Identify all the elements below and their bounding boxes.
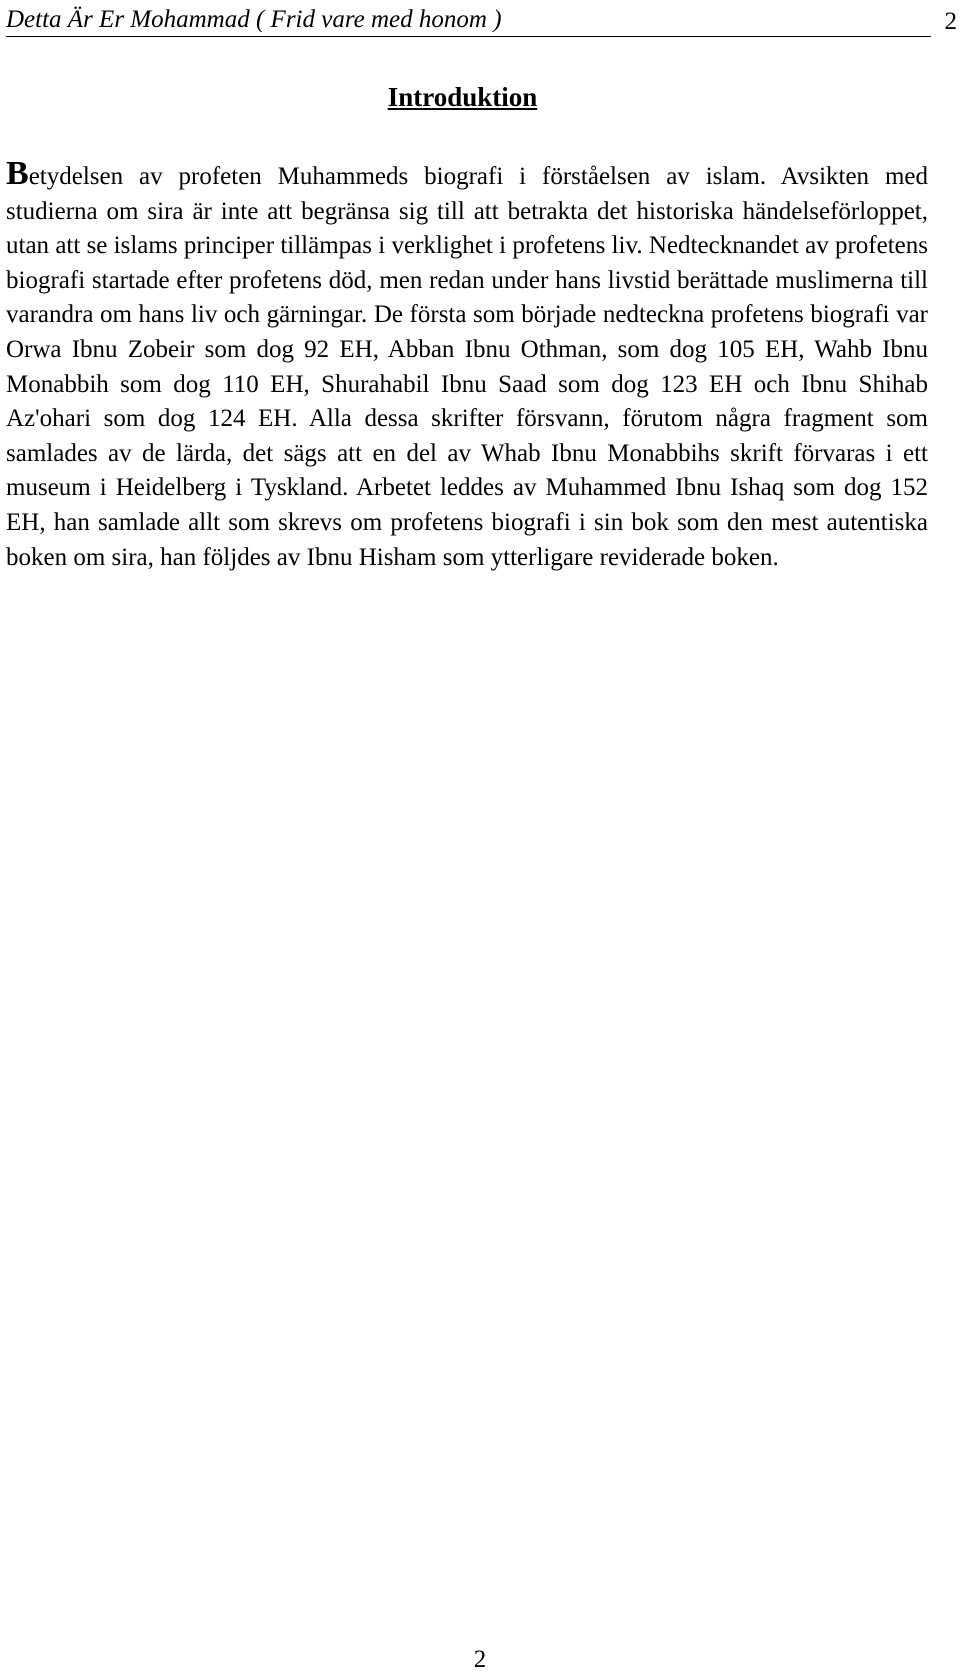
footer-page-number: 2	[473, 1646, 487, 1673]
body-paragraph	[6, 157, 928, 575]
running-header	[6, 4, 957, 37]
section-title: Introduktion	[387, 82, 538, 112]
paragraph-text: etydelsen av profeten Muhammeds biografi i förståelsen av islam. Avsikten med studierna om sira är inte att begränsa sig till att betrakta det historiska händelseförloppet, utan att se islams principer tillämpas i verklighet i profetens liv. Nedtecknandet av profetens biografi startade efter profetens död, men redan under hans livstid berättade muslimerna till varandra om hans liv och gärningar. De första som började nedteckna profetens biografi var Orwa Ibnu Zobeir som dog 92 EH, Abban Ibnu Othman, som dog 105 EH, Wahb Ibnu Monabbih som dog 110 EH, Shurahabil Ibnu Saad som dog 123 EH och Ibnu Shihab Az'ohari som dog 124 EH. Alla dessa skrifter försvann, förutom några fragment som samlades av de lärda, det sägs att en del av Whab Ibnu Monabbihs skrift förvaras i ett museum i Heidelberg i Tyskland. Arbetet leddes av Muhammed Ibnu Ishaq som dog 152 EH, han samlade allt som skrevs om profetens biografi i sin bok som den mest autentiska boken om sira, han följdes av Ibnu Hisham som ytterligare reviderade boken.	[6, 163, 928, 571]
header-page-number: 2	[944, 8, 957, 35]
drop-cap: B	[6, 155, 29, 192]
header-title: Detta Är Er Mohammad ( Frid vare med honom )	[6, 6, 502, 33]
